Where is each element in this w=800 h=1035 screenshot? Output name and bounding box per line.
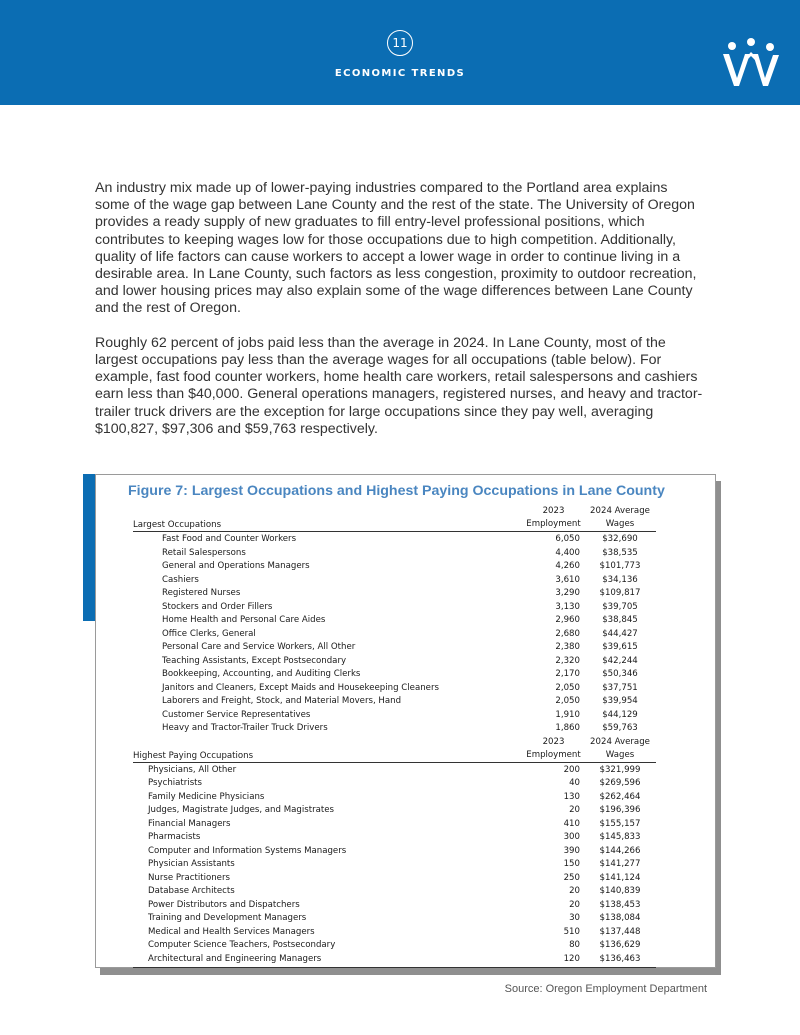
wage-value: $109,817 bbox=[599, 588, 641, 598]
largest-occupations-header bbox=[96, 505, 717, 532]
occupation-name: Laborers and Freight, Stock, and Material Movers, Hand bbox=[162, 696, 402, 706]
occupation-name: Pharmacists bbox=[148, 832, 201, 842]
table-row bbox=[96, 791, 717, 805]
wage-value: $38,535 bbox=[602, 547, 638, 558]
occupation-name: Teaching Assistants, Except Postsecondary bbox=[162, 655, 347, 666]
occupation-name: Physicians, All Other bbox=[148, 764, 237, 775]
table-row bbox=[96, 709, 717, 723]
employment-value: 20 bbox=[569, 805, 580, 815]
employment-value: 1,860 bbox=[555, 723, 580, 733]
wage-value: $141,277 bbox=[599, 859, 641, 869]
wage-label: Wages bbox=[605, 519, 635, 529]
employment-label: Employment bbox=[526, 749, 581, 760]
source-note: Source: Oregon Employment Department bbox=[504, 983, 707, 995]
wage-value: $50,346 bbox=[602, 669, 638, 679]
occupation-name: Retail Salespersons bbox=[162, 547, 246, 558]
wage-value: $138,453 bbox=[599, 899, 641, 910]
table-row bbox=[96, 574, 717, 588]
wage-value: $44,427 bbox=[602, 628, 638, 639]
wage-value: $140,839 bbox=[599, 886, 641, 896]
paragraph-1: An industry mix made up of lower-paying industries compared to the Portland area explains some of the wage gap between Lane County and the rest of the state. The University of Oregon provides a ready supply of new graduates to fill entry-level professional positions, which contributes to keeping wages low for those occupations due to high competition. Additionally, quality of life factors can cause workers to accept a lower wage in order to continue living in a desirable area. In Lane County, such factors as less congestion, proximity to outdoor recreation, and lower housing prices may also explain some of the wage differences between Lane County and the rest of Oregon. bbox=[95, 180, 697, 317]
wage-value: $32,690 bbox=[602, 534, 638, 544]
table-row bbox=[96, 831, 717, 845]
wage-label: Wages bbox=[605, 749, 635, 760]
employment-label: Employment bbox=[526, 519, 581, 529]
table-row bbox=[96, 547, 717, 561]
employment-column-header bbox=[526, 736, 581, 762]
occupation-name: Financial Managers bbox=[148, 818, 231, 829]
occupation-name: Computer and Information Systems Managers bbox=[148, 845, 347, 856]
people-chevron-logo-icon bbox=[720, 38, 784, 90]
figure-title: Figure 7: Largest Occupations and Highest Paying Occupations in Lane County bbox=[128, 483, 665, 499]
highest-paying-occupations-header bbox=[96, 736, 717, 763]
table-row bbox=[96, 628, 717, 642]
table-row bbox=[96, 885, 717, 899]
table-bottom-rule bbox=[133, 967, 656, 968]
wage-year: 2024 Average bbox=[590, 736, 650, 747]
occupation-name: Judges, Magistrate Judges, and Magistrates bbox=[148, 805, 334, 815]
table-row bbox=[96, 560, 717, 574]
employment-value: 2,320 bbox=[555, 655, 580, 666]
employment-value: 510 bbox=[563, 926, 580, 937]
wage-value: $39,954 bbox=[602, 696, 638, 706]
wage-value: $42,244 bbox=[602, 655, 638, 666]
occupation-name: Office Clerks, General bbox=[162, 628, 256, 639]
page-number: 11 bbox=[387, 30, 413, 56]
employment-value: 250 bbox=[563, 872, 580, 883]
table-row bbox=[96, 668, 717, 682]
employment-value: 40 bbox=[569, 778, 580, 788]
table-row bbox=[96, 641, 717, 655]
occupation-name: Computer Science Teachers, Postsecondary bbox=[148, 940, 336, 950]
wage-value: $39,705 bbox=[602, 601, 638, 612]
wage-value: $136,463 bbox=[599, 953, 641, 964]
occupation-name: General and Operations Managers bbox=[162, 561, 310, 571]
wage-value: $39,615 bbox=[602, 642, 638, 652]
employment-value: 80 bbox=[569, 940, 580, 950]
occupation-name: Heavy and Tractor-Trailer Truck Drivers bbox=[162, 723, 328, 733]
employment-value: 120 bbox=[563, 953, 580, 964]
table-row bbox=[96, 939, 717, 953]
employment-value: 30 bbox=[569, 913, 580, 923]
occupation-name: Architectural and Engineering Managers bbox=[148, 953, 322, 964]
employment-value: 4,260 bbox=[555, 561, 580, 571]
employment-value: 2,050 bbox=[555, 682, 580, 693]
wage-value: $196,396 bbox=[599, 805, 641, 815]
largest-occupations-label: Largest Occupations bbox=[133, 520, 222, 530]
body-text bbox=[95, 180, 705, 438]
table-row bbox=[96, 682, 717, 696]
wage-value: $38,845 bbox=[602, 615, 638, 625]
wage-year: 2024 Average bbox=[590, 506, 650, 516]
occupation-name: Home Health and Personal Care Aides bbox=[162, 615, 326, 625]
employment-value: 6,050 bbox=[555, 534, 580, 544]
employment-value: 3,610 bbox=[555, 574, 580, 585]
wage-value: $262,464 bbox=[599, 791, 641, 802]
employment-value: 4,400 bbox=[555, 547, 580, 558]
table-row bbox=[96, 777, 717, 791]
employment-value: 2,960 bbox=[555, 615, 580, 625]
occupation-name: Registered Nurses bbox=[162, 588, 241, 598]
occupation-name: Customer Service Representatives bbox=[162, 709, 311, 720]
header-rule bbox=[133, 531, 656, 532]
wage-value: $34,136 bbox=[602, 574, 638, 585]
header-rule bbox=[133, 762, 656, 763]
table-row bbox=[96, 695, 717, 709]
paragraph-2: Roughly 62 percent of jobs paid less than the average in 2024. In Lane County, most of the largest occupations pay less than the average wages for all occupations (table below). For example, fast food counter workers, home health care workers, retail salespersons and cashiers earn less than $40,000. General operations managers, registered nurses, and heavy and tractor-trailer truck drivers are the exception for large occupations since they pay well, averaging $100,827, $97,306 and $59,763 respectively. bbox=[95, 334, 703, 437]
wage-value: $44,129 bbox=[602, 709, 638, 720]
table-row bbox=[96, 614, 717, 628]
table-row bbox=[96, 953, 717, 967]
employment-value: 2,050 bbox=[555, 696, 580, 706]
wage-value: $144,266 bbox=[599, 845, 641, 856]
employment-column-header bbox=[526, 505, 581, 531]
employment-value: 1,910 bbox=[555, 709, 580, 720]
employment-value: 130 bbox=[563, 791, 580, 802]
occupation-name: Nurse Practitioners bbox=[148, 872, 230, 883]
table-row bbox=[96, 818, 717, 832]
table-row bbox=[96, 899, 717, 913]
wage-value: $155,157 bbox=[599, 818, 641, 829]
employment-value: 2,170 bbox=[555, 669, 580, 679]
employment-value: 390 bbox=[563, 845, 580, 856]
wage-value: $269,596 bbox=[599, 778, 641, 788]
employment-value: 300 bbox=[563, 832, 580, 842]
occupation-name: Psychiatrists bbox=[148, 778, 203, 788]
table-row bbox=[96, 587, 717, 601]
occupation-name: Power Distributors and Dispatchers bbox=[148, 899, 300, 910]
employment-value: 2,380 bbox=[555, 642, 580, 652]
employment-value: 20 bbox=[569, 899, 580, 910]
table-row bbox=[96, 601, 717, 615]
employment-value: 150 bbox=[563, 859, 580, 869]
wage-value: $101,773 bbox=[599, 561, 641, 571]
table-row bbox=[96, 804, 717, 818]
occupation-name: Training and Development Managers bbox=[148, 913, 307, 923]
employment-value: 3,290 bbox=[555, 588, 580, 598]
wage-value: $141,124 bbox=[599, 872, 641, 883]
employment-year: 2023 bbox=[542, 736, 565, 747]
wage-value: $138,084 bbox=[599, 913, 641, 923]
employment-value: 3,130 bbox=[555, 601, 580, 612]
occupation-name: Janitors and Cleaners, Except Maids and Housekeeping Cleaners bbox=[162, 682, 439, 693]
employment-value: 2,680 bbox=[555, 628, 580, 639]
wage-value: $59,763 bbox=[602, 723, 638, 733]
table-row bbox=[96, 912, 717, 926]
employment-value: 20 bbox=[569, 886, 580, 896]
occupation-name: Family Medicine Physicians bbox=[148, 791, 265, 802]
table-row bbox=[96, 655, 717, 669]
table-row bbox=[96, 872, 717, 886]
wage-column-header bbox=[586, 736, 654, 762]
figure-accent-bar bbox=[83, 474, 95, 621]
section-title: ECONOMIC TRENDS bbox=[334, 68, 466, 79]
occupation-name: Personal Care and Service Workers, All Other bbox=[162, 642, 356, 652]
highest-paying-occupations-label: Highest Paying Occupations bbox=[133, 750, 254, 761]
wage-value: $37,751 bbox=[602, 682, 638, 693]
table-row bbox=[96, 722, 717, 736]
table-row bbox=[96, 926, 717, 940]
table-row bbox=[96, 858, 717, 872]
employment-value: 410 bbox=[563, 818, 580, 829]
wage-column-header bbox=[586, 505, 654, 531]
wage-value: $321,999 bbox=[599, 764, 641, 775]
occupation-name: Fast Food and Counter Workers bbox=[162, 534, 297, 544]
table-row bbox=[96, 845, 717, 859]
occupation-name: Stockers and Order Fillers bbox=[162, 601, 273, 612]
occupation-name: Physician Assistants bbox=[148, 859, 235, 869]
employment-value: 200 bbox=[563, 764, 580, 775]
occupation-name: Database Architects bbox=[148, 886, 235, 896]
occupation-name: Medical and Health Services Managers bbox=[148, 926, 315, 937]
occupation-name: Cashiers bbox=[162, 574, 199, 585]
figure-7 bbox=[95, 474, 716, 968]
table-row bbox=[96, 764, 717, 778]
wage-value: $145,833 bbox=[599, 832, 641, 842]
wage-value: $137,448 bbox=[599, 926, 641, 937]
table-row bbox=[96, 533, 717, 547]
wage-value: $136,629 bbox=[599, 940, 641, 950]
employment-year: 2023 bbox=[542, 506, 565, 516]
page-header bbox=[0, 0, 800, 105]
occupation-name: Bookkeeping, Accounting, and Auditing Clerks bbox=[162, 669, 361, 679]
